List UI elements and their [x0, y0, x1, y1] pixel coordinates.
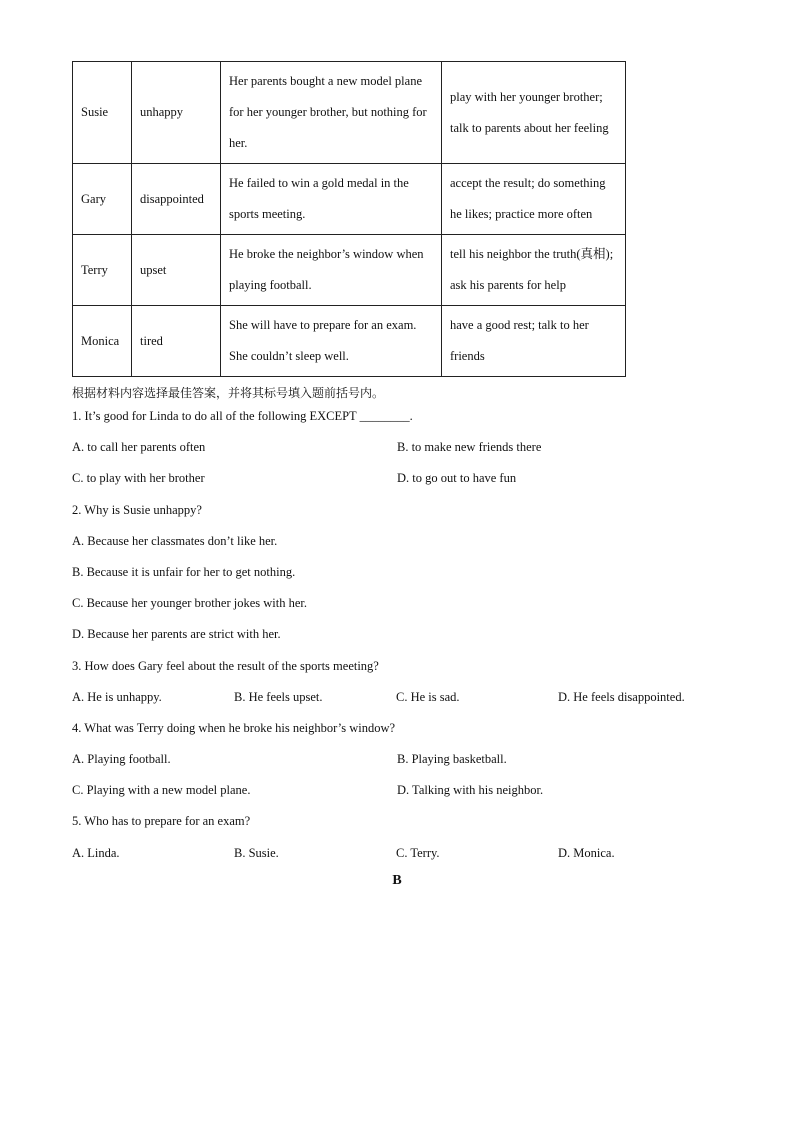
options-row	[72, 775, 732, 806]
name-cell: Susie	[73, 62, 132, 164]
feeling-cell: disappointed	[132, 164, 221, 235]
option-a: A. Because her classmates don’t like her.	[72, 533, 278, 548]
option-d: D. to go out to have fun	[397, 471, 517, 486]
advice-cell: accept the result; do something he likes; practice more often	[442, 164, 626, 235]
option-c: C. Playing with a new model plane.	[72, 783, 251, 798]
option-b: B. to make new friends there	[397, 440, 542, 455]
option-a: A. to call her parents often	[72, 440, 206, 455]
advice-cell: play with her younger brother; talk to parents about her feeling	[442, 62, 626, 164]
option-d: D. Talking with his neighbor.	[397, 783, 544, 798]
option-c: C. to play with her brother	[72, 471, 205, 486]
question-5	[72, 806, 732, 868]
options-row	[72, 744, 732, 775]
reason-cell: Her parents bought a new model plane for her younger brother, but nothing for her.	[221, 62, 442, 164]
question-text: 1. It’s good for Linda to do all of the following EXCEPT ________.	[72, 409, 413, 423]
question-text: 5. Who has to prepare for an exam?	[72, 814, 251, 829]
feeling-cell: upset	[132, 235, 221, 306]
question-text: 3. How does Gary feel about the result of the sports meeting?	[72, 658, 379, 673]
info-table	[72, 61, 626, 377]
name-cell: Gary	[73, 164, 132, 235]
option-c: C. He is sad.	[396, 689, 460, 704]
question-3	[72, 651, 732, 713]
advice-cell: have a good rest; talk to her friends	[442, 306, 626, 377]
table-row	[73, 62, 626, 164]
feeling-cell: unhappy	[132, 62, 221, 164]
option-b: B. Because it is unfair for her to get nothing.	[72, 564, 296, 579]
feeling-cell: tired	[132, 306, 221, 377]
options-row	[72, 463, 732, 494]
option-d: D. Because her parents are strict with her.	[72, 627, 281, 642]
instruction-text: 根据材料内容选择最佳答案，并将其标号填入题前括号内。	[72, 386, 385, 400]
name-cell: Terry	[73, 235, 132, 306]
option-d: D. Monica.	[558, 845, 615, 860]
options-row	[72, 838, 732, 869]
table-row	[73, 164, 626, 235]
question-1	[72, 401, 732, 495]
section-label: B	[392, 872, 402, 888]
option-a: A. He is unhappy.	[72, 689, 162, 704]
options-row	[72, 432, 732, 463]
advice-cell: tell his neighbor the truth(真相); ask his parents for help	[442, 235, 626, 306]
reason-cell: He failed to win a gold medal in the sports meeting.	[221, 164, 442, 235]
option-d: D. He feels disappointed.	[558, 689, 685, 704]
reason-cell: He broke the neighbor’s window when playing football.	[221, 235, 442, 306]
table-row	[73, 306, 626, 377]
name-cell: Monica	[73, 306, 132, 377]
question-2	[72, 495, 732, 651]
option-b: B. Playing basketball.	[397, 752, 507, 767]
option-b: B. He feels upset.	[234, 689, 323, 704]
reason-cell: She will have to prepare for an exam. She couldn’t sleep well.	[221, 306, 442, 377]
option-c: C. Because her younger brother jokes with her.	[72, 596, 308, 611]
document-page	[72, 61, 732, 889]
question-4	[72, 713, 732, 807]
question-text: 2. Why is Susie unhappy?	[72, 502, 202, 517]
table-row	[73, 235, 626, 306]
options-row	[72, 682, 732, 713]
option-a: A. Playing football.	[72, 752, 171, 767]
question-text: 4. What was Terry doing when he broke his neighbor’s window?	[72, 720, 396, 735]
option-c: C. Terry.	[396, 845, 440, 860]
option-b: B. Susie.	[234, 845, 279, 860]
option-a: A. Linda.	[72, 845, 120, 860]
